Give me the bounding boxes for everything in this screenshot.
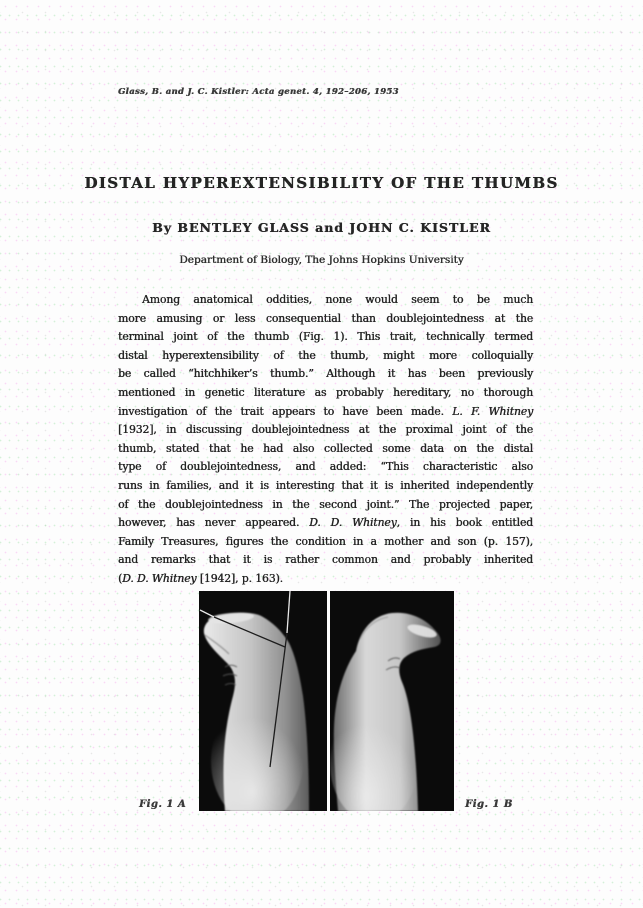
paragraph-line: and remarks that it is rather common and probably inherited: [118, 553, 533, 567]
paragraph-line: runs in families, and it is interesting that it is inherited independently: [118, 478, 533, 492]
paragraph-line: mentioned in genetic literature as probably hereditary, no thorough: [118, 385, 533, 399]
paragraph-line: more amusing or less consequential than doublejointedness at the: [118, 311, 533, 325]
paragraph-line: terminal joint of the thumb (Fig. 1). This trait, technically termed: [118, 330, 533, 344]
body-paragraph: [118, 291, 533, 589]
paragraph-line: Family Treasures, figures the condition in a mother and son (p. 157),: [118, 534, 533, 548]
paragraph-line: investigation of the trait appears to have been made. L. F. Whitney: [118, 404, 533, 418]
caption-fig-1b: Fig. 1 B: [465, 799, 513, 810]
caption-fig-1a: Fig. 1 A: [138, 799, 186, 810]
paragraph-line: [1932], in discussing doublejointedness at the proximal joint of the: [118, 423, 533, 437]
paper-title: DISTAL HYPEREXTENSIBILITY OF THE THUMBS: [84, 174, 559, 192]
paragraph-line: distal hyperextensibility of the thumb, might more colloquially: [118, 348, 533, 362]
paragraph-line: (D. D. Whitney [1942], p. 163).: [118, 571, 283, 585]
byline: By BENTLEY GLASS and JOHN C. KISTLER: [152, 220, 491, 235]
paragraph-line: type of doublejointedness, and added: “This characteristic also: [118, 460, 533, 474]
figure-photo-b: [330, 591, 454, 811]
paragraph-line: of the doublejointedness in the second joint.” The projected paper,: [118, 497, 533, 511]
paragraph-line: however, has never appeared. D. D. Whitney, in his book entitled: [118, 516, 533, 530]
figure-photo-a: [199, 591, 327, 811]
paragraph-line: thumb, stated that he had also collected some data on the distal: [118, 441, 533, 455]
affiliation: Department of Biology, The Johns Hopkins University: [179, 254, 464, 266]
paragraph-line: Among anatomical oddities, none would seem to be much: [142, 293, 533, 306]
header-citation: Glass, B. and J. C. Kistler: Acta genet. 4, 192–206, 1953: [118, 87, 399, 97]
paragraph-line: be called “hitchhiker’s thumb.” Although it has been previously: [118, 367, 533, 381]
